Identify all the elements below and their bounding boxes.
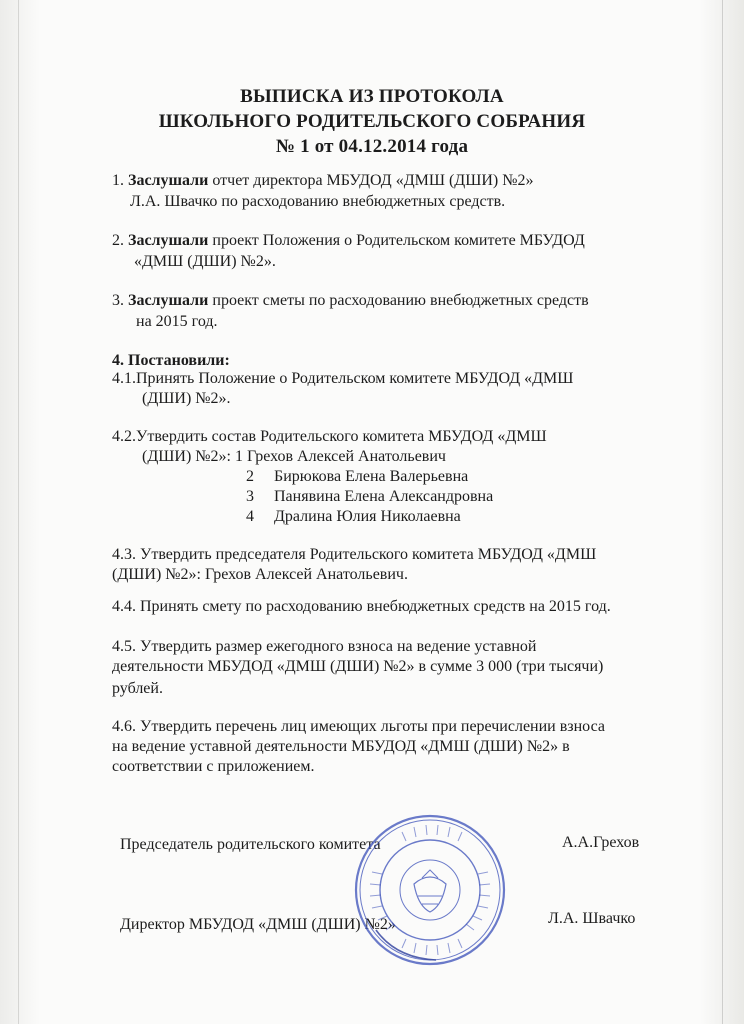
- item-3-line-2: на 2015 год.: [136, 313, 218, 330]
- chair-label: Председатель родительского комитета: [120, 836, 381, 853]
- decision-4-5-line-1: 4.5. Утвердить размер ежегодного взноса на ведение уставной: [112, 638, 537, 655]
- item-2-line-1: [112, 232, 585, 250]
- member-3-number: 3: [246, 488, 254, 505]
- item-3-bold: Заслушали: [128, 292, 209, 309]
- page-edge-left: [18, 0, 19, 1024]
- decision-4-6-line-3: соответствии с приложением.: [112, 758, 315, 775]
- decision-4-1-line-2: (ДШИ) №2».: [142, 390, 231, 407]
- page-edge-right: [722, 0, 723, 1024]
- item-2-text: проект Положения о Родительском комитете МБУДОД: [208, 232, 585, 249]
- decision-4-3-line-1: 4.3. Утвердить председателя Родительского комитета МБУДОД «ДМШ: [112, 546, 597, 563]
- item-3-text: проект сметы по расходованию внебюджетных средств: [208, 292, 589, 309]
- chair-name: А.А.Грехов: [562, 834, 640, 851]
- item-1-bold: Заслушали: [128, 172, 209, 189]
- decision-4-6-line-1: 4.6. Утвердить перечень лиц имеющих льготы при перечислении взноса: [112, 718, 605, 735]
- decision-4-5-line-3: рублей.: [112, 680, 163, 697]
- title-line-2: ШКОЛЬНОГО РОДИТЕЛЬСКОГО СОБРАНИЯ: [158, 111, 586, 132]
- decision-4-2-line-2: (ДШИ) №2»: 1 Грехов Алексей Анатольевич: [142, 448, 446, 465]
- decision-4-3-line-2: (ДШИ) №2»: Грехов Алексей Анатольевич.: [112, 566, 408, 583]
- member-2-name: Бирюкова Елена Валерьевна: [274, 468, 469, 485]
- item-3-line-1: [112, 292, 589, 310]
- item-2-number: 2.: [112, 232, 124, 249]
- item-2-line-2: «ДМШ (ДШИ) №2».: [134, 253, 276, 270]
- item-4-heading: 4. Постановили:: [112, 352, 230, 369]
- item-1-line-1: [112, 172, 534, 190]
- member-2-number: 2: [246, 468, 254, 485]
- member-4-name: Дралина Юлия Николаевна: [274, 508, 461, 525]
- member-3-name: Панявина Елена Александровна: [274, 488, 494, 505]
- item-3-number: 3.: [112, 292, 124, 309]
- item-1-text: отчет директора МБУДОД «ДМШ (ДШИ) №2»: [208, 172, 534, 189]
- item-2-bold: Заслушали: [128, 232, 209, 249]
- director-label: Директор МБУДОД «ДМШ (ДШИ) №2»: [120, 916, 396, 933]
- decision-4-4-line-1: 4.4. Принять смету по расходованию внебюджетных средств на 2015 год.: [112, 598, 611, 615]
- member-4-number: 4: [246, 508, 254, 525]
- decision-4-5-line-2: деятельности МБУДОД «ДМШ (ДШИ) №2» в сумме 3 000 (три тысячи): [112, 658, 604, 675]
- title-line-1: ВЫПИСКА ИЗ ПРОТОКОЛА: [240, 86, 504, 107]
- director-name: Л.А. Швачко: [548, 910, 636, 927]
- member-4: [246, 508, 461, 526]
- item-1-number: 1.: [112, 172, 124, 189]
- member-3: [246, 488, 493, 506]
- decision-4-2-line-1: 4.2.Утвердить состав Родительского комитета МБУДОД «ДМШ: [112, 428, 547, 445]
- official-seal-stamp: [352, 812, 508, 968]
- decision-4-1-line-1: 4.1.Принять Положение о Родительском комитете МБУДОД «ДМШ: [112, 370, 574, 387]
- item-1-line-2: Л.А. Швачко по расходованию внебюджетных средств.: [130, 193, 506, 210]
- decision-4-6-line-2: на ведение уставной деятельности МБУДОД «ДМШ (ДШИ) №2» в: [112, 738, 570, 755]
- title-line-3: № 1 от 04.12.2014 года: [275, 136, 469, 157]
- member-2: [246, 468, 468, 486]
